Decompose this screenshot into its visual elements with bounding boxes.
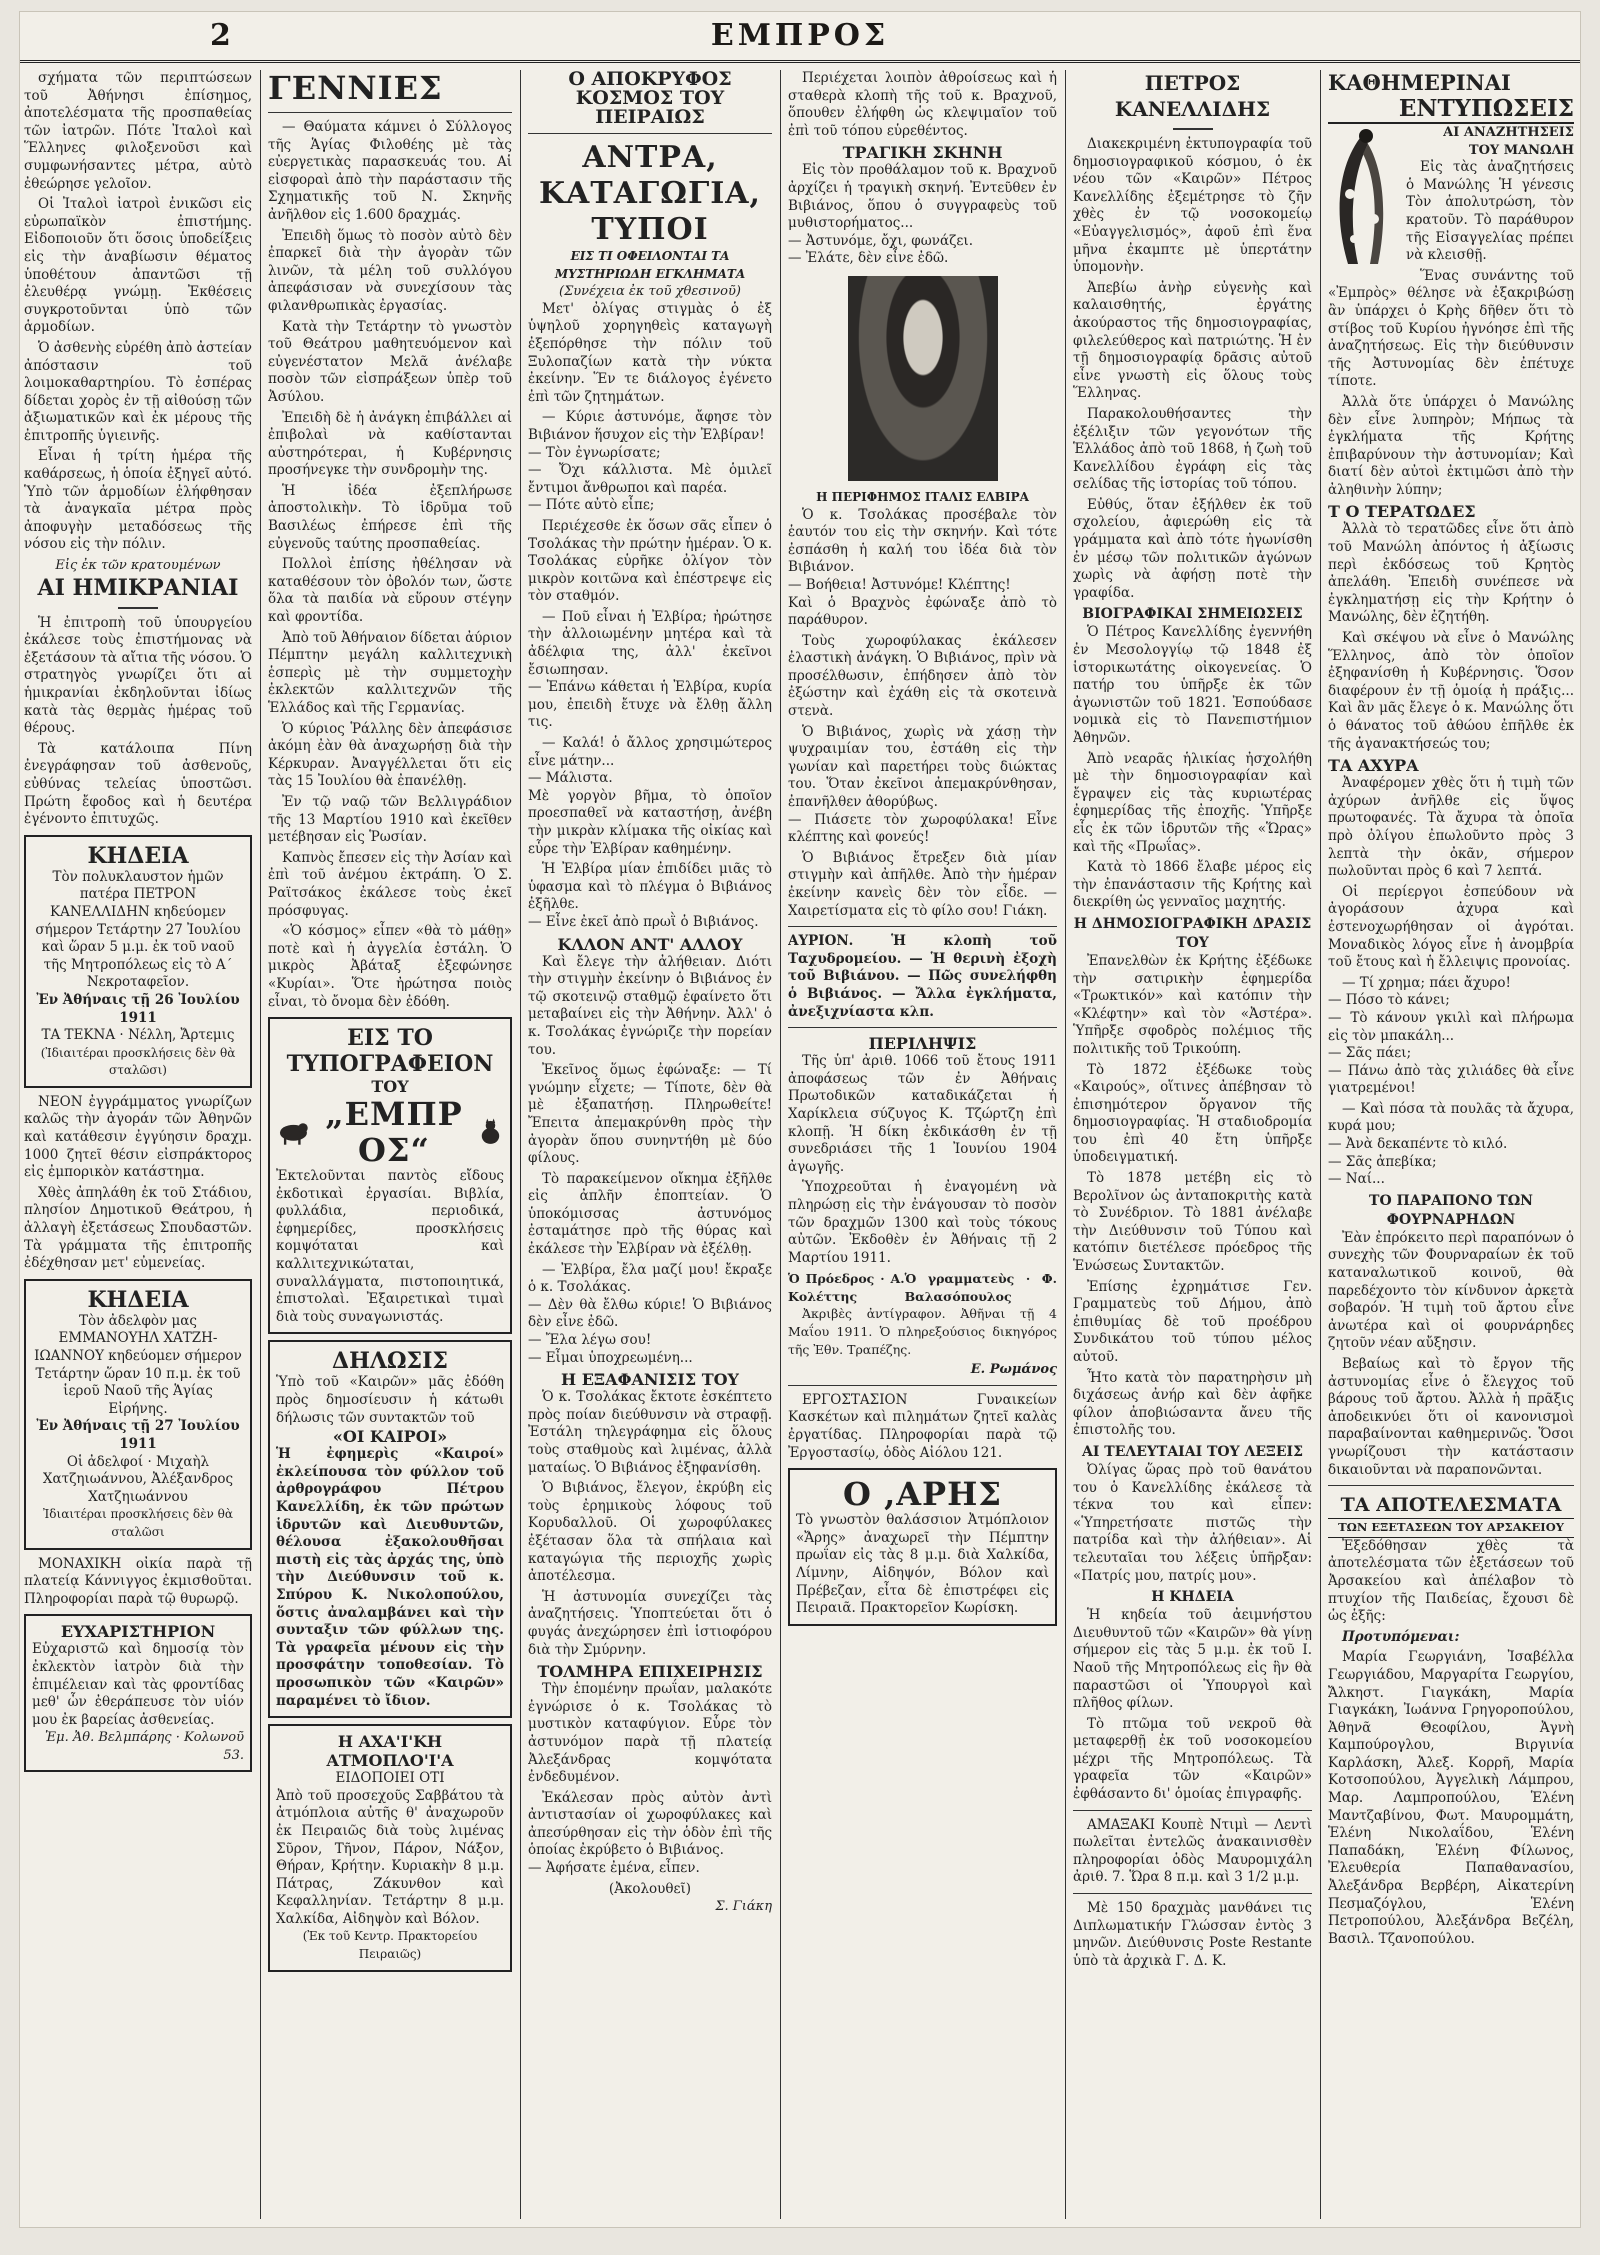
print-shop-of: ΤΟΥ xyxy=(371,1077,409,1097)
thanks-notice xyxy=(24,1614,252,1772)
article-text: — Ποῦ εἶναι ἡ Ἐλβίρα; ἠρώτησε τὴν ἀλλοιωμένην μητέρα καὶ τὰ ἀδέλφια της, ἀλλ' ἐκεῖνοι ἔσιωπησαν. — Ἐπάνω κάθεται ἡ Ἐλβίρα, κυρία μου, ἐπειδὴ ἔτυχε νὰ ἔλθῃ ἄλλη τις. xyxy=(528,608,772,731)
article-text: Παρακολουθήσαντες τὴν ἐξέλιξιν τῶν γεγονότων τῆς Ἑλλάδος ἀπὸ τοῦ 1868, ἡ ζωὴ τοῦ Κανελλίδου ἐγράφη εἰς τὰς σελίδας τῆς ἱστορίας τοῦ τόπου. xyxy=(1073,405,1312,493)
divider xyxy=(528,133,772,134)
funeral-title: ΚΗΔΕΙΑ xyxy=(87,1286,189,1313)
declaration-notice xyxy=(268,1340,512,1718)
copy-signature: Ε. Ρωμάνος xyxy=(970,1362,1057,1378)
article-text: Καπνὸς ἔπεσεν εἰς τὴν Ἀσίαν καὶ ἐπὶ τοῦ ἀνέμου ἐκτράπη. Ὁ Σ. Ραϊτσάκος ἐκάλεσε τοὺς ἐκεῖ πρόσφυγας. xyxy=(268,849,512,919)
article-text: — Καὶ πόσα τὰ πουλᾶς τὰ ἄχυρα, κυρά μου; — Ἀνὰ δεκαπέντε τὸ κιλό. — Σᾶς ἀπεβίκα; — Ναί... xyxy=(1328,1100,1574,1188)
continuation-note: (Ἀκολουθεῖ) xyxy=(608,1880,692,1897)
funeral-date: Ἐν Ἀθήναις τῇ 27 Ἰουλίου 1911 xyxy=(36,1418,240,1452)
subsection-title: ΤΑ ΑΧΥΡΑ xyxy=(1328,756,1419,776)
funeral-text: Τὸν πολυκλαυστον ἡμῶν πατέρα ΠΕΤΡΟΝ ΚΑΝΕΛΛΙΔΗΝ κηδεύομεν σήμερον Τετάρτην 27 Ἰουλίου καὶ ὥραν 5 μ.μ. ἐκ τοῦ ναοῦ τῆς Μητροπόλεως εἰς τὸ Α΄ Νεκροταφεῖον. xyxy=(35,868,241,991)
column-4 xyxy=(788,70,1057,2219)
article-text: Ἀπὸ τοῦ Ἀθήναιον δίδεται ἀύριον Πέμπτην μεγάλη καλλιτεχνικὴ ἑσπερὶς μὲ τὴν συμμετοχὴν ἐκλεκτῶν καλλιτεχνῶν τῆς Ἑλλάδος καὶ τῆς Γερμανίας. xyxy=(268,629,512,716)
feature-subheadline: ΕΙΣ ΤΙ ΟΦΕΙΛΟΝΤΑΙ ΤΑ ΜΥΣΤΗΡΙΩΔΗ ΕΓΚΛΗΜΑΤΑ xyxy=(554,249,746,281)
copy-note: Ἀκριβὲς ἀντίγραφον. Ἀθῆναι τῇ 4 Μαΐου 1911. Ὁ πληρεξούσιος δικηγόρος τῆς Ἐθν. Τραπέζης. xyxy=(788,1306,1057,1357)
author-signature: Σ. Γιάκη xyxy=(715,1899,772,1915)
article-text: Ὑποχρεοῦται ἡ ἐναγομένη νὰ πληρώσῃ εἰς τὴν ἐνάγουσαν τὸ ποσὸν τῶν δραχμῶν 1300 καὶ τοὺς τόκους αὐτῶν. Ἐκδοθὲν ἐν Ἀθήναις τῇ 2 Μαρτίου 1911. xyxy=(788,1179,1057,1266)
article-text: Ἐὰν ἐπρόκειτο περὶ παραπόνων ὁ συνεχὴς τῶν Φουρναραίων ἐκ τοῦ καταναλωτικοῦ κοινοῦ, θὰ παρεδέχοντο τὸν κίνδυνον ἀρκετὰ σοβαρόν. Ἡ τιμὴ τοῦ ἄρτου εἶνε ἀνωτέρα καὶ οἱ φουρνάρηδες ζητοῦν νέαν αὔξησιν. xyxy=(1328,1229,1574,1352)
article-text: Περιέχεται λοιπὸν ἀθροίσεως καὶ ἡ σταθερὰ κλοπὴ τῆς τοῦ κ. Βραχνοῦ, ὅπουθεν ἐλήφθη ὡς κλεψιμαῖον τοῦ ἐπὶ τοῦ τόπου εὑρεθέντος. xyxy=(788,70,1057,139)
divider xyxy=(1328,1485,1574,1486)
funeral-family: ΤΑ ΤΕΚΝΑ · Νέλλη, Ἄρτεμις xyxy=(41,1027,235,1044)
article-text: Διακεκριμένη ἐκτυπογραφία τοῦ δημοσιογραφικοῦ κόσμου, ὁ ἐκ νέου τῶν «Καιρῶν» Πέτρος Κανελλίδης ἐξεμέτρησε τὸ ζῆν χθὲς ἐν τῷ νοσοκομείῳ «Εὐαγγελισμός», ἀφοῦ ἐπὶ ἕνα μῆνα ἐκαμπτε μὲ ὑπερτάτην ὑπομονὴν. xyxy=(1073,136,1312,276)
feature-headline: ΑΝΤΡΑ, ΚΑΤΑΓΩΓΙΑ, ΤΥΠΟΙ xyxy=(538,140,761,247)
photo-caption: Η ΠΕΡΙΦΗΜΟΣ ΙΤΑΛΙΣ ΕΛΒΙΡΑ xyxy=(816,489,1029,504)
classified-text: ΝΕΟΝ ἐγγράμματος γνωρίζων καλῶς τὴν ἀγοράν τῶν Ἀθηνῶν καὶ κατάθεσιν ἐγγύησιν δραχμ. 1000 ζητεῖ θέσιν εἰσπράκτορος εἰς ἐμπορικὸν κατάστημα. xyxy=(24,1093,252,1181)
subsection-title: ΒΙΟΓΡΑΦΙΚΑΙ ΣΗΜΕΙΩΣΕΙΣ xyxy=(1082,606,1303,623)
steamer-notice xyxy=(788,1468,1057,1626)
subsection-title: ΑΙ ΤΕΛΕΥΤΑΙΑΙ ΤΟΥ ΛΕΞΕΙΣ xyxy=(1082,1443,1303,1460)
thanks-signature: Ἐμ. Ἀθ. Βελμπάρης · Κολωνοῦ 53. xyxy=(45,1730,244,1763)
shipping-notice xyxy=(268,1724,512,1972)
subsection-title: Η ΕΞΑΦΑΝΙΣΙΣ ΤΟΥ xyxy=(561,1370,739,1390)
article-text: Χθὲς ἀπηλάθη ἐκ τοῦ Στάδιου, πλησίον Δημοτικοῦ Θεάτρου, ἡ ἀλλαγὴ ἐξετάσεως Σπουδαστῶν. Τὰ γράμματα τῆς ἐπιτροπῆς ἐδέχθησαν μετ' εὐμενείας. xyxy=(24,1184,252,1272)
funeral-title: ΚΗΔΕΙΑ xyxy=(87,842,189,869)
print-shop-name: „ΕΜΠΡΟΣ“ xyxy=(325,1095,463,1170)
column-1 xyxy=(24,70,252,2219)
paper-name: ΕΜΠΡΟΣ xyxy=(710,18,890,53)
article-text: Τῆς ὑπ' ἀριθ. 1066 τοῦ ἔτους 1911 ἀποφάσεως τῶν ἐν Ἀθήναις Πρωτοδικῶν καταδικάζεται ἡ Χαρίκλεια σύζυγος Κ. Τζώρτζη ἐπὶ κλοπῇ. Ἡ δίκη ἐκδικάσθη ἐν τῇ συνεδριάσει τῆς 1 Ἰουνίου 1904 ἀγωγῆς. xyxy=(788,1053,1057,1175)
article-text: Ἦτο κατὰ τὸν παρατηρὴσιν μὴ διχάσεως ἀνήρ καὶ δὲν ἀφῆκε φίλον ἀποβιώσαντα ἄνευ τῆς ἐπιστολῆς του. xyxy=(1073,1369,1312,1439)
article-text: Ἐπανελθὼν ἐκ Κρήτης ἐξέδωκε τὴν σατιρικὴν ἐφημερίδα «Τρωκτικόν» καὶ κατόπιν τὴν «Κλέφτην» καὶ τὸν «Ἀστέρα». Ὑπῆρξε σφοδρὸς πολέμιος τῆς πολιτικῆς τοῦ Τρικούπη. xyxy=(1073,952,1312,1057)
article-text: Ὀλίγας ὥρας πρὸ τοῦ θανάτου του ὁ Κανελλίδης ἐκάλεσε τὰ τέκνα του καὶ εἶπεν: «Ὑπηρετήσατε πιστῶς τὴν πατρίδα καὶ τὴν ἀλήθειαν». Αἱ τελευταῖαι του λέξεις ὑπῆρξαν: «Πατρίς μου, πατρίς μου». xyxy=(1073,1461,1312,1584)
page-number: 2 xyxy=(210,18,231,53)
article-text: Ἐκάλεσαν πρὸς αὐτὸν ἀντὶ ἀντιστασίαν οἱ χωροφύλακες καὶ ἀπεσύρθησαν εἰς τὴν ὁδὸν ἐπὶ τῆς ὁποίας ἐκρύβετο ὁ Βιβιάνος. — Ἀφήσατε ἐμένα, εἶπεν. xyxy=(528,1789,772,1877)
results-title: ΤΑ ΑΠΟΤΕΛΕΣΜΑΤΑ xyxy=(1340,1494,1562,1517)
article-text: Ὁ Πέτρος Κανελλίδης ἐγεννήθη ἐν Μεσολογγίῳ τῷ 1848 ἐξ ἱστορικωτάτης οἰκογενείας. Ὁ πατήρ του ὑπῆρξε ἐκ τῶν ἀγωνιστῶν τοῦ 1821. Ἐσπούδασε νομικὰ εἰς τὸ Πανεπιστήμιον Ἀθηνῶν. xyxy=(1073,624,1312,746)
classified-text: Μὲ 150 δραχμὰς μανθάνει τις Διπλωματικήν Γλώσσαν ἐντὸς 3 μηνῶν. Διεύθυνσις Poste Restante ὑπὸ τὰ ἀρχικὰ Γ. Δ. Κ. xyxy=(1073,1900,1312,1969)
classified-text: ΕΡΓΟΣΤΑΣΙΟΝ Γυναικείων Κασκέτων καὶ πιλημάτων ζητεῖ καλὰς ἐργατίδας. Πληροφορίαι παρὰ τῷ Ἐργοστασίῳ, ὁδὸς Αἰόλου 121. xyxy=(788,1391,1057,1461)
article-text: Ὁ Βιβιάνος, ἔλεγον, ἐκρύβη εἰς τοὺς ἐρημικοὺς λόφους τοῦ Κορυδαλλοῦ. Οἱ χωροφύλακες ἐξέτασαν ὅλα τὰ σπήλαια καὶ καταγώγια τῆς περιοχῆς χωρὶς ἀποτέλεσμα. xyxy=(528,1480,772,1585)
divider xyxy=(1073,1893,1312,1894)
article-text: — Τί χρημα; πάει ἄχυρο! — Πόσο τὸ κάνει; — Τὸ κάνουν γκιλὶ καὶ πλήρωμα εἰς τὸν μπακάλη... — Σᾶς πάει; — Πάνω ἀπὸ τὰς χιλιάδες θὰ εἶνε γιατρεμένοι! xyxy=(1328,974,1574,1097)
print-shop-ad xyxy=(268,1017,512,1334)
subsection-title: ΚΛΛΟΝ ΑΝΤ' ΑΛΛΟΥ xyxy=(557,934,743,954)
article-text: Οἱ περίεργοι ἐσπεύδουν νὰ ἀγοράσουν ἀχυρα καὶ ἐστενοχωρήθησαν οἱ ἀγρόται. Μοναδικὸς λόγος εἶνε ἡ ἀνομβρία τοῦ ἔτους καὶ ἡ ἔλλειψις προνοίας. xyxy=(1328,883,1574,971)
article-text: Καὶ ἔλεγε τὴν ἀλήθειαν. Διότι τὴν στιγμὴν ἐκείνην ὁ Βιβιάνος ἐν τῷ σκοτεινῷ σταθμῷ ἐφαίνετο ὅτι μεταβαίνει εἰς τὴν Ἀθήνην. Ἀλλ' ὁ κ. Τσολάκας ἐγνώριζε τὴν πορείαν του. xyxy=(528,953,772,1058)
section-headline: ΑΙ ΗΜΙΚΡΑΝΙΑΙ xyxy=(37,574,239,601)
article-text: Ὁ Βιβιάνος, χωρὶς νὰ χάσῃ τὴν ψυχραιμίαν του, ἐστάθη εἰς τὴν γωνίαν καὶ παρετήρει τοὺς διώκτας του. Ὅταν ἐκεῖνοι ἀπεμακρύνθησαν, ἐπανῆλθεν ἀθορύβως. — Πιάσετε τὸν χωροφύλακα! Εἶνε κλέπτης καὶ φονεύς! xyxy=(788,723,1057,846)
article-text: Τοὺς χωροφύλακας ἐκάλεσεν ἐλαστικὴ ἀνάγκη. Ὁ Βιβιάνος, πρὶν νὰ προσέλθωσιν, ἐπήδησεν ἀπὸ τὸν ἐξώστην καὶ ἐχάθη εἰς τὰ σκοτεινὰ στενὰ. xyxy=(788,632,1057,720)
article-text: Εὐθύς, ὅταν ἐξήλθεν ἐκ τοῦ σχολείου, ἀφιερώθη εἰς τὰ γράμματα καὶ ἀπὸ τότε ἠγωνίσθη ἐν μέσῳ τῶν πολιτικῶν ἀγώνων χωρὶς νὰ ἀφήσῃ ποτὲ τὴν γραφίδα. xyxy=(1073,496,1312,601)
funeral-date: Ἐν Ἀθήναις τῇ 26 Ἰουλίου 1911 xyxy=(36,991,240,1026)
results-names: Μαρία Γεωργιάνη, Ἰσαβέλλα Γεωργιάδου, Μαργαρίτα Γεωργίου, Ἄλκηστ. Γιαγκάκη, Μαρία Γιαγκάκη, Ἰωάννα Γρηγοροπούλου, Ἀθηνᾶ Θεοφίλου, Ἀγνὴ Καμπούρογλου, Βιργινία Καρλάσκη, Ἀλεξ. Κορρῆ, Μαρία Κοτσοπούλου, Ἀγγελικὴ Λάμπρου, Μαρ. Λαμπροπούλου, Ἑλένη Μαντζαβίνου, Φωτ. Μαυρομμάτη, Ἑλένη Νικολαΐδου, Ἑλένη Παπαδάκη, Ἑλένη Φίλωνος, Ἐλευθερία Παπαθανασίου, Ἀλεξάνδρα Βερβέρη, Αἰκατερίνη Πεσμαζόγλου, Ἑλένη Πετροπούλου, Ἀλεξάνδρα Βεζέλη, Βασιλ. Τζανοπούλου. xyxy=(1328,1649,1574,1947)
obituary-title: ΠΕΤΡΟΣ ΚΑΝΕΛΛΙΔΗΣ xyxy=(1114,71,1271,121)
article-text: Ἡ Ἐλβίρα μίαν ἐπιδίδει μιᾶς τὸ ὑφασμα καὶ τὸ πλέγμα ὁ Βιβιάνος ἐξῆλθε. — Εἶνε ἐκεῖ ἀπὸ πρωῒ ὁ Βιβιάνος. xyxy=(528,861,772,930)
article-text: Οἱ Ἰταλοὶ ἰατροὶ ἐνικῶσι εἰς εὐρωπαϊκὸν ἐπιστήμης. Εἰδοποιοῦν ὅτι ὅσοις ὑποδείξεις εἰς τὴν ἀναβίωσιν θέματος ὑποθέτουν ἀπαντῶσι τῇ ἐλευθέρᾳ γνώμῃ. Ἐκθέσεις συγκροτοῦνται ὑπὸ τῶν ἁρμοδίων. xyxy=(24,196,252,336)
article-text: — Ἐλβίρα, ἔλα μαζί μου! ἔκραξε ὁ κ. Τσολάκας. — Δὲν θὰ ἔλθω κύριε! Ὁ Βιβιάνος δὲν εἶνε ἐδῶ. — Ἔλα λέγω σου! — Εἶμαι ὑποχρεωμένη... xyxy=(528,1261,772,1366)
article-text: Εἰς τὸν προθάλαμον τοῦ κ. Βραχνοῦ ἀρχίζει ἡ τραγικὴ σκηνή. Ἐντεῦθεν ἐν Βιβιάνος, ὅπου ὁ συγγραφεὺς τοῦ μυθιστορήματος... — Ἀστυνόμε, ὄχι, φωνάζει. — Ἐλάτε, δὲν εἶνε ἐδῶ. xyxy=(788,162,1057,267)
article-text: Βεβαίως καὶ τὸ ἔργον τῆς ἀστυνομίας εἶνε ὁ ἔλεγχος τοῦ βάρους τοῦ ἄρτου. Ἀλλὰ ἡ πρᾶξις ἀποδεικνύει ὅτι οἱ κανονισμοὶ παραβαίνονται καθημερινῶς. Ὅσοι γνωρίζουσι τὴν κατάστασιν δικαιοῦνται νὰ παραπονῶνται. xyxy=(1328,1356,1574,1478)
article-text: Ἀπὸ νεαρᾶς ἡλικίας ἠσχολήθη μὲ τὴν δημοσιογραφίαν καὶ ἔγραψεν εἰς τὰς κυριωτέρας ἐφημερίδας τῆς ἐποχῆς. Ὑπῆρξε εἷς ἐκ τῶν ἱδρυτῶν τῆς «Ὥρας» καὶ τῆς «Πρωΐας». xyxy=(1073,750,1312,855)
divider xyxy=(1073,1810,1312,1811)
results-label: Προτυπόμεναι: xyxy=(1342,1628,1460,1645)
divider xyxy=(788,1385,1057,1386)
steamer-text: Τὸ γνωστὸν θαλάσσιον Ἀτμόπλοιον «Ἄρης» ἀναχωρεῖ τὴν Πέμπτην πρωΐαν εἰς τὰς 8 μ.μ. διὰ Χαλκίδα, Λίμνην, Αἰδηψόν, Βόλον καὶ Πρέβεζαν, εἶτα δὲ ἐπιστρέφει εἰς Πειραιᾶ. Πρακτορεῖον Κωρίσκη. xyxy=(796,1512,1049,1617)
article-text: Ὁ κ. Τσολάκας προσέβαλε τὸν ἑαυτόν του εἰς τὴν σκηνήν. Καὶ τότε ἐσπάσθη ἡ καλή του ἰδέα διὰ τὸν Βιβιάνον. — Βοήθεια! Ἀστυνόμε! Κλέπτης! Καὶ ὁ Βραχνὸς ἐφώναξε ἀπὸ τὸ παράθυρον. xyxy=(788,506,1057,629)
article-text: Τὸ πτῶμα τοῦ νεκροῦ θὰ μεταφερθῇ ἐκ τοῦ νοσοκομείου μέχρι τῆς Μητροπόλεως. Τὰ γραφεῖα τῶν «Καιρῶν» ἐφθάσαντο δι' ὁμοίας ἐπιγραφῆς. xyxy=(1073,1715,1312,1803)
article-text: Ἀλλὰ ὅτε ὑπάρχει ὁ Μανώλης δὲν εἶνε λυπηρὸν; Μήπως τὰ ἐγκλήματα τῆς Κρήτης ἐπιβαρύνουν τὴν ἀστυνομίαν; Καὶ διατί δὲν αὐτοὶ ἐκτιμῶσι ἀπὸ τὴν ἀληθινὴν λύπην; xyxy=(1328,393,1574,498)
tomorrow-teaser: ΑΥΡΙΟΝ. Ἡ κλοπὴ τοῦ Ταχυδρομείου. — Ἡ θερινὴ ἐξοχὴ τοῦ Βιβιάνου. — Πῶς συνελήφθη ὁ Βιβιάνος. — Ἄλλα ἐγκλήματα, ἀνεξιχνίαστα κλπ. xyxy=(788,933,1057,1020)
article-text: Πολλοὶ ἐπίσης ἠθέλησαν νὰ καταθέσουν τὸν ὀβολόν των, ὥστε ὅλα τὰ παιδία νὰ εὕρουν στέγην καὶ φροντίδα. xyxy=(268,556,512,626)
column-rule xyxy=(260,70,261,2219)
print-shop-text: Ἐκτελοῦνται παντὸς εἴδους ἐκδοτικαὶ ἐργασίαι. Βιβλία, φυλλάδια, περιοδικά, ἐφημερίδες, προσκλήσεις κομψόταται καὶ καλλιτεχνικώταται, συναλλάγματα, πιστοποιητικά, ἐπιστολαὶ. Ἐξαιρετικαὶ τιμαὶ διὰ τοὺς συναγωνιστάς. xyxy=(276,1168,504,1325)
column-rule xyxy=(520,70,521,2219)
article-text: Ἡ ἐπιτροπὴ τοῦ ὑπουργείου ἐκάλεσε τοὺς ἐπιστήμονας νὰ ἐξετάσουν τὰ αἴτια τῆς νόσου. Ὁ στρατηγὸς γνωρίζει ὅτι αἱ ἡμικρανίαι ἐκδηλοῦνται ἰδίως κατὰ τὰς θερμὰς ἡμέρας τοῦ θέρους. xyxy=(24,614,252,737)
article-text: Ἕνας συνάντης τοῦ «Ἐμπρὸς» θέλησε νὰ ἐξακριβώσῃ ἂν ὑπάρχει ὁ Κρὴς δῆθεν ὅτι τὸ στίβος τοῦ Κυρίου ἠγνόησε ἐπὶ τῆς ἀναζητήσεως. Εἰς τὴν διεύθυνσιν τῆς Ἀστυνομίας δὲν ἐπέτυχε τίποτε. xyxy=(1328,267,1574,390)
article-text: Μετ' ὀλίγας στιγμὰς ὁ ἐξ ὑψηλοῦ χορηγηθεὶς καταγωγὴ ἐξεπόρθησε τὴν πόλιν τοῦ Ξυλοπαζίων κατὰ τὴν νύκτα ἐκείνην. Ἕν τε διάλογος ἐγένετο ἐπὶ τῶν ζητημάτων. xyxy=(528,300,772,405)
article-text: Κατὰ τὸ 1866 ἔλαβε μέρος εἰς τὴν ἐπανάστασιν τῆς Κρήτης καὶ διεκρίθη ὡς γενναῖος μαχητής. xyxy=(1073,859,1312,911)
article-text: — Θαύματα κάμνει ὁ Σύλλογος τῆς Ἁγίας Φιλοθέης μὲ τὰς εὐεργετικὰς παρασκευάς του. Αἱ εἰσφοραὶ ἀπὸ τὴν παράστασιν τῆς Σχηματικῆς τοῦ Ν. Σκηνῆς ἀνῆλθον εἰς 1.600 δραχμάς. xyxy=(268,119,512,223)
funeral-notice xyxy=(24,1279,252,1550)
print-shop-title: ΕΙΣ ΤΟ ΤΥΠΟΓΡΑΦΕΙΟΝ xyxy=(286,1025,494,1078)
column-title-2: ΕΝΤΥΠΩΣΕΙΣ xyxy=(1328,96,1574,124)
article-text: Ἐξεδόθησαν χθὲς τὰ ἀποτελέσματα τῶν ἐξετάσεων τοῦ Ἀρσακείου καὶ ἀπέλαβον τὸ πτυχίον τῆς Παιδείας, ἔχουσι δὲ ὡς ἑξῆς: xyxy=(1328,1537,1574,1625)
article-text: «Ὁ κόσμος» εἶπεν «θὰ τὸ μάθῃ» ποτὲ καὶ ἡ ἀγγελία ἐστάλη. Ὁ μικρὸς Ἀβάταξ ἐξεφώνησε «Κυρίαι». Ὅτε ἠρώτησα ποιὸς εἶναι, τὸ ὄνομα δὲν ἐδόθη. xyxy=(268,923,512,1010)
subsection-title: ΤΟΥ ΜΑΝΩΛΗ xyxy=(1468,142,1574,158)
steamer-title: Ο ,ΑΡΗΣ xyxy=(843,1475,1002,1514)
divider xyxy=(268,112,512,113)
divider xyxy=(1173,128,1213,130)
column-6 xyxy=(1328,70,1574,2219)
article-text: Ὁ Βιβιάνος ἔτρεξεν διὰ μίαν στιγμὴν καὶ ἀπῆλθε. Ἀπὸ τὴν ἡμέραν ἐκείνην κανεὶς δὲν τὸν εἶδε. — Χαιρετίσματα εἰς τὸ φίλο σου! Γιάκη. xyxy=(788,849,1057,919)
article-text: Τὰ κατάλοιπα Πίνη ἐνεγράφησαν τοῦ ἀσθενοῦς, εὐθύνας τελείας ὑποστῶσι. Πρώτη ἔφοδος καὶ ἡ δευτέρα ἐγένοντο ἐπιτυχῶς. xyxy=(24,740,252,828)
article-text: Ἡ ἀστυνομία συνεχίζει τὰς ἀναζητήσεις. Ὑποπτεύεται ὅτι ὁ φυγάς ἀνεχώρησεν ἐπὶ ἱστιοφόρου διὰ τὴν Σμύρνην. xyxy=(528,1588,772,1658)
shipping-title: Η ΑΧΑ'Ι'ΚΗ ΑΤΜΟΠΛΟ'Ι'Α xyxy=(326,1732,454,1771)
peacock-ornament-icon xyxy=(1328,124,1398,274)
masthead xyxy=(20,12,1580,63)
article-text: Τὸ 1878 μετέβη εἰς τὸ Βερολῖνον ὡς ἀνταποκριτὴς κατὰ τὸ Συνέδριον. Τὸ 1881 ἀνέλαβε τὴν Διεύθυνσιν τοῦ Τύπου καὶ κατόπιν διετέλεσε πρόεδρος τῆς Ἑνώσεως Συντακτῶν. xyxy=(1073,1170,1312,1275)
funeral-note: Ἰδιαιτέραι προσκλήσεις δὲν θὰ σταλῶσι xyxy=(43,1507,233,1539)
article-text: Ἐπειδὴ ὅμως τὸ ποσὸν αὐτὸ δὲν ἐπαρκεῖ διὰ τὴν ἀγορὰν τῶν λινῶν, τὰ μέλη τοῦ συλλόγου ἀπεφάσισαν νὰ συνεχίσουν τὰς φιλανθρωπικὰς ἐργασίας. xyxy=(268,227,512,314)
feature-kicker: Ο ΑΠΟΚΡΥΦΟΣ ΚΟΣΜΟΣ ΤΟΥ ΠΕΙΡΑΙΩΣ xyxy=(568,70,732,128)
funeral-notice xyxy=(24,835,252,1088)
article-text: Ἡ κηδεία τοῦ ἀειμνήστου Διευθυντοῦ τῶν «Καιρῶν» θὰ γίνῃ σήμερον εἰς τὰς 5 μ.μ. ἐκ τοῦ Ι. Ναοῦ τῆς Μητροπόλεως εἰς ἣν θὰ παραστῶσι οἱ Ὑπουργοὶ καὶ πλῆθος φίλων. xyxy=(1073,1607,1312,1712)
subsection-title: ΤΟΛΜΗΡΑ ΕΠΙΧΕΙΡΗΣΙΣ xyxy=(537,1662,763,1682)
column-5 xyxy=(1073,70,1312,2219)
subsection-title: Η ΔΗΜΟΣΙΟΓΡΑΦΙΚΗ ΔΡΑΣΙΣ ΤΟΥ xyxy=(1073,915,1312,951)
newspaper-page xyxy=(20,12,1580,2227)
article-text: Ἀναφέρομεν χθὲς ὅτι ἡ τιμὴ τῶν ἀχύρων ἀνῆλθε εἰς ὕψος πρωτοφανές. Τὰ ἄχυρα τὰ ὁποῖα πρὸ ὀλίγου ἐπωλοῦντο πρὸς 3 λεπτὰ τὴν ὀκᾶν, σήμερον πωλοῦνται πρὸς 6 καὶ 7 λεπτά. xyxy=(1328,775,1574,880)
column-rule xyxy=(1320,70,1321,2219)
continuation-note: (Συνέχεια ἐκ τοῦ χθεσινοῦ) xyxy=(559,284,741,300)
divider xyxy=(788,1027,1057,1028)
column-title: ΚΑΘΗΜΕΡΙΝΑΙ xyxy=(1328,70,1511,95)
subsection-title: ΑΙ ΑΝΑΖΗΤΗΣΕΙΣ xyxy=(1443,125,1574,140)
article-text: Ἀλλὰ τὸ τερατῶδες εἶνε ὅτι ἀπὸ τοῦ Μανώλη ἀπόντος ἡ ἀξίωσις περὶ ἐκδόσεως τοῦ Κρητὸς ἀπελάθη. Ἐπειδὴ συνέπεσε νὰ ἐγκληματήσῃ εἰς τὴν Κρήτην ὁ Μανώλης, δὲν ἐζητήθη. xyxy=(1328,521,1574,626)
shipping-office: (Ἐκ τοῦ Κεντρ. Πρακτορείου Πειραιῶς) xyxy=(302,1929,478,1962)
subsection-title: ΠΕΡΙΛΗΨΙΣ xyxy=(868,1034,977,1054)
funeral-note: (Ἰδιαιτέραι προσκλήσεις δὲν θὰ σταλῶσι) xyxy=(40,1045,236,1078)
shipping-subtitle: ΕΙΔΟΠΟΙΕΙ ΟΤΙ xyxy=(335,1770,445,1787)
article-text: Ὁ κύριος Ῥάλλης δὲν ἀπεφάσισε ἀκόμη ἐὰν θὰ ἀναχωρήσῃ διὰ τὴν Κέρκυραν. Ἀναγγέλλεται ὅτι εἰς τὰς 15 Ἰουλίου θὰ ἐπανέλθῃ. xyxy=(268,720,512,790)
funeral-family: Οἱ ἀδελφοί · Μιχαὴλ Χατζηιωάννου, Ἀλέξανδρος Χατζηιωάννου xyxy=(42,1453,234,1505)
subsection-title: Η ΚΗΔΕΙΑ xyxy=(1151,1589,1234,1606)
column-rule xyxy=(780,70,781,2219)
thanks-title: ΕΥΧΑΡΙΣΤΗΡΙΟΝ xyxy=(60,1622,216,1642)
section-note: Εἰς ἐκ τῶν κρατουμένων xyxy=(55,558,221,574)
portrait-photo xyxy=(848,276,998,481)
shipping-text: Ἀπὸ τοῦ προσεχοῦς Σαββάτου τὰ ἀτμόπλοια αὐτῆς θ' ἀναχωροῦν ἐκ Πειραιῶς διὰ τοὺς λιμένας Σῦρον, Τῆνον, Πάρον, Νάξον, Θήραν, Κρήτην. Κυριακὴν 8 μ.μ. Πάτρας, Ζάκυνθον καὶ Κεφαλληνίαν. Τετάρτην 8 μ.μ. Χαλκίδα, Αἰδηψὸν καὶ Βόλον. xyxy=(276,1787,504,1927)
declaration-text: Ἡ ἐφημερὶς «Καιροί» ἐκλείπουσα τὸν φύλλον τοῦ ἀρθρογράφου Πέτρου Κανελλίδη, ἐκ τῶν πρώτων ἱδρυτῶν καὶ Διευθυντῶν, θέλουσα ἐξακολουθῆσαι πιστὴ εἰς τὰς ἀρχάς της, ὑπὸ τὴν Διεύθυνσιν τοῦ κ. Σπύρου Κ. Νικολοπούλου, ὅστις ἀναλαμβάνει καὶ τὴν συνταξιν τῶν φύλλων της. Τὰ γραφεῖα μένουν εἰς τὴν προσφάτην τοποθεσίαν. Τὸ προσωπικὸν τῶν «Καιρῶν» παραμένει τὸ ἴδιον. xyxy=(276,1446,504,1709)
article-text: Εἶναι ἡ τρίτη ἡμέρα τῆς καθάρσεως, ἡ ὁποία ἐξηγεῖ αὐτό. Ὑπὸ τῶν ἁρμοδίων ἐλήφθησαν τὰ ἀναγκαῖα μέτρα πρὸς ἀποφυγὴν μεταδόσεως τῆς νόσου εἰς τὴν πόλιν. xyxy=(24,448,252,553)
article-text: Εἰς τὰς ἀναζητήσεις ὁ Μανώλης Ἡ γένεσις Τὸν ἀπολυτρώση, τὸν κρατοῦν. Τὸ παράθυρον τῆς Εἰσαγγελίας πρέπει νὰ κλεισθῇ. xyxy=(1406,159,1574,264)
funeral-text: Τὸν ἀδελφὸν μας ΕΜΜΑΝΟΥΗΛ ΧΑΤΖΗ-ΙΩΑΝΝΟΥ κηδεύομεν σήμερον Τετάρτην ὥραν 10 π.μ. ἐκ τοῦ ἱεροῦ Ναοῦ τῆς Ἁγίας Εἰρήνης. xyxy=(34,1312,242,1417)
article-text: Ὁ ἀσθενὴς εὑρέθη ἀπὸ ἀστείαν ἀπόστασιν τοῦ λοιμοκαθαρτηρίου. Τὸ ἐσπέρας δίδεται χορὸς ἐν τῇ αἰθούσῃ τῶν ἀξιωματικῶν καὶ ἐκ μέρους τῆς ἐπιτροπῆς ὑγιεινῆς. xyxy=(24,339,252,444)
cat-icon xyxy=(477,1115,504,1149)
section-title: ΓΕΝΝΙΕΣ xyxy=(268,70,443,107)
article-text: — Καλά! ὁ ἄλλος χρησιμώτερος εἶνε μάτην... — Μάλιστα. Μὲ γοργὸν βῆμα, τὸ ὁποῖον προεσπαθεῖ νὰ καταστήσῃ, ἀνέβη τὴν μικρὰν κλίμακα τῆς οἰκίας καὶ εὗρε τὴν Ἐλβίραν καθημένην. xyxy=(528,735,772,857)
article-text: Ἐκεῖνος ὅμως ἐφώναξε: — Τί γνώμην εἶχετε; — Τίποτε, δὲν θὰ μὲ ἐξαπατήσῃ. Πληρωθείτε! Ἔπειτα ἀπεμακρύνθη πρὸς τὴν ἀγορὰν ὅπου συνηντήθη μὲ δύο φίλους. xyxy=(528,1062,772,1167)
column-rule xyxy=(1065,70,1066,2219)
declaration-title: ΔΗΛΩΣΙΣ xyxy=(332,1348,448,1375)
article-text: σχήματα τῶν περιπτώσεων τοῦ Ἀθήνησι ἐπίσημος, ἀποτελέσματα τῆς προσπαθείας τῶν ἰατρῶν. Πότε Ἰταλοὶ καὶ Ἕλληνες φιλοξενοῦσι καὶ συμφωνήσαντες μέτρα, αὐτὸ ἐθεώρησε γελοῖον. xyxy=(24,70,252,192)
article-text: Ἀπεβίω ἀνὴρ εὐγενὴς καὶ καλαισθητής, ἐργάτης ἀκούραστος τῆς δημοσιογραφίας, φιλελεύθερος καὶ πατριώτης. Ἡ ἐν τῇ δημοσιογραφίᾳ δρᾶσις αὐτοῦ εἶνε γνωστὴ εἰς ὅλους τοὺς Ἕλληνας. xyxy=(1073,279,1312,402)
article-text: Ὁ κ. Τσολάκας ἔκτοτε ἐσκέπτετο πρὸς ποίαν διεύθυνσιν νὰ στραφῇ. Ἐστάλη τηλεγράφημα εἰς ὅλους τοὺς σταθμοὺς καὶ λιμένας, ἀλλὰ ματαίως. Ὁ Βιβιάνος ἐξηφανίσθη. xyxy=(528,1389,772,1476)
declaration-paper-name: «ΟΙ ΚΑΙΡΟΙ» xyxy=(332,1427,448,1447)
article-text: Ἐπίσης ἐχρημάτισε Γεν. Γραμματεὺς τοῦ Δήμου, ἀπὸ ἐπιθυμίας δὲ τοῦ προέδρου Συνδικάτου τοῦ τύπου μέλος αὐτοῦ. xyxy=(1073,1278,1312,1365)
article-text: Ἡ ἰδέα ἐξεπλήρωσε ἀποστολικὴν. Τὸ ἱδρῦμα τοῦ Βασιλέως ἐπήρεσε ἐπὶ τῆς εὐγενοῦς ταύτης προσπαθείας. xyxy=(268,482,512,552)
signature-secretary: Ὁ γραμματεὺς · Φ. Βαλασόπουλος xyxy=(904,1271,1057,1304)
classified-text: ΜΟΝΑΧΙΚΗ οἰκία παρὰ τῇ πλατείᾳ Κάννιγγος ἐκμισθοῦται. Πληροφορίαι παρὰ τῷ θυρωρῷ. xyxy=(24,1555,252,1607)
ram-icon xyxy=(276,1115,311,1149)
results-subtitle: ΤΩΝ ΕΞΕΤΑΣΕΩΝ ΤΟΥ ΑΡΣΑΚΕΙΟΥ xyxy=(1328,1518,1574,1538)
article-text: Ἐπειδὴ δὲ ἡ ἀνάγκη ἐπιβάλλει αἱ ἐπιβολαὶ νὰ καθίστανται αὐστηρότεραι, ἡ Κυβέρνησις προσήνεγκε τὴν συνδρομὴν της. xyxy=(268,409,512,479)
article-text: Ἐν τῷ ναῷ τῶν Βελλιγράδιον τῆς 13 Μαρτίου 1910 καὶ ἐκεῖθεν μετέβησαν εἰς Ῥωσίαν. xyxy=(268,793,512,846)
subsection-title: ΤΡΑΓΙΚΗ ΣΚΗΝΗ xyxy=(842,143,1003,163)
article-text: Τὸ 1872 ἐξέδωκε τοὺς «Καιρούς», οἵτινες ἀπέβησαν τὸ ἐπισημότερον ὄργανον τῆς δημοσιογραφίας. Ἡ σταδιοδρομία του ἐπὶ 40 ἔτη ὑπῆρξε ὑποδειγματική. xyxy=(1073,1061,1312,1166)
article-text: — Κύριε ἀστυνόμε, ἄφησε τὸν Βιβιάνον ἥσυχον εἰς τὴν Ἐλβίραν! — Τὸν ἐγνωρίσατε; — Ὄχι κάλλιστα. Μὲ ὁμιλεῖ ἔντιμοι ἄνθρωποι καὶ παρέα. — Πότε αὐτὸ εἶπε; xyxy=(528,409,772,514)
article-text: Τὸ παρακείμενον οἴκημα ἐξῆλθε εἰς ἀπλῆν ἐποπτείαν. Ὁ ὑποκόμισσας ἀστυνόμος ἐσταμάτησε πρὸ τῆς θύρας καὶ ἐκάλεσε τὴν Ἐλβίραν νὰ ἐξέλθῃ. xyxy=(528,1170,772,1258)
divider xyxy=(118,607,158,609)
subsection-title: ΤΟ ΠΑΡΑΠΟΝΟ ΤΩΝ ΦΟΥΡΝΑΡΗΔΩΝ xyxy=(1369,1192,1533,1228)
article-text: Τὴν ἑπομένην πρωΐαν, μαλακότε ἐγνώρισε ὁ κ. Τσολάκας τὸ μυστικὸν καταφύγιον. Εὗρε τὸν ἀστυνόμον παρὰ τῇ πλατείᾳ Ἀλεξάνδρας κομψότατα ἐνδεδυμένον. xyxy=(528,1681,772,1786)
declaration-intro: Ὑπὸ τοῦ «Καιρῶν» μᾶς ἐδόθη πρὸς δημοσίευσιν ἡ κάτωθι δήλωσις τῶν συντακτῶν τοῦ xyxy=(276,1374,504,1426)
signature-president: Ὁ Πρόεδρος · Α. Κολέττης xyxy=(788,1271,905,1304)
article-text: Περιέχεσθε ἐκ ὅσων σᾶς εἶπεν ὁ Τσολάκας τὴν πρώτην ἡμέραν. Ὁ κ. Τσολάκας εὑρῆκε ὀλίγον τὸν μικρὸν κοιτῶνα καὶ ἐπέστρεψε εἰς τὸν σταθμόν. xyxy=(528,517,772,605)
subsection-title: Τ Ο ΤΕΡΑΤΩΔΕΣ xyxy=(1328,502,1476,522)
article-text: Καὶ σκέψου νὰ εἶνε ὁ Μανώλης Ἕλληνος, ἀπὸ τὸν ὁποῖον ἐξηφανίσθη ἡ Κυβέρνησις. Ὅσον διαφέρουν ἐν τῇ ὁμοίᾳ ἡ πράξις... Καὶ ἂν μᾶς ἔλεγε ὁ κ. Μανώλης ὅτι ὁ θάνατος τοῦ ἀθώου ἐπῆλθε ἐκ τῆς ἀγανακτήσεώς του; xyxy=(1328,630,1574,752)
column-3 xyxy=(528,70,772,2219)
article-text: Κατὰ τὴν Τετάρτην τὸ γνωστὸν τοῦ Θεάτρου μαθητευόμενον καὶ εὐγενέστατον Μελᾶ ἀνέλαβε ποσὸν τῶν εἰσπράξεων ὑπὲρ τοῦ Ἀσύλου. xyxy=(268,318,512,405)
divider xyxy=(788,926,1057,927)
classified-text: ΑΜΑΞΑΚΙ Κουπὲ Ντιμὶ — Λεντὶ πωλεῖται ἐντελῶς ἀνακαινισθὲν πληροφορίαι ὁδὸς Μαυρομιχάλη ἀριθ. 7. Ὥρα 8 π.μ. καὶ 3 1/2 μ.μ. xyxy=(1073,1816,1312,1886)
thanks-text: Εὐχαριστῶ καὶ δημοσίᾳ τὸν ἐκλεκτὸν ἰατρὸν διὰ τὴν ἐπιμέλειαν καὶ τὰς φροντίδας μεθ' ὧν ἐθεράπευσε τὸν υἱόν μου ἐκ βαρείας ἀσθενείας. xyxy=(32,1641,244,1728)
column-2 xyxy=(268,70,512,2219)
